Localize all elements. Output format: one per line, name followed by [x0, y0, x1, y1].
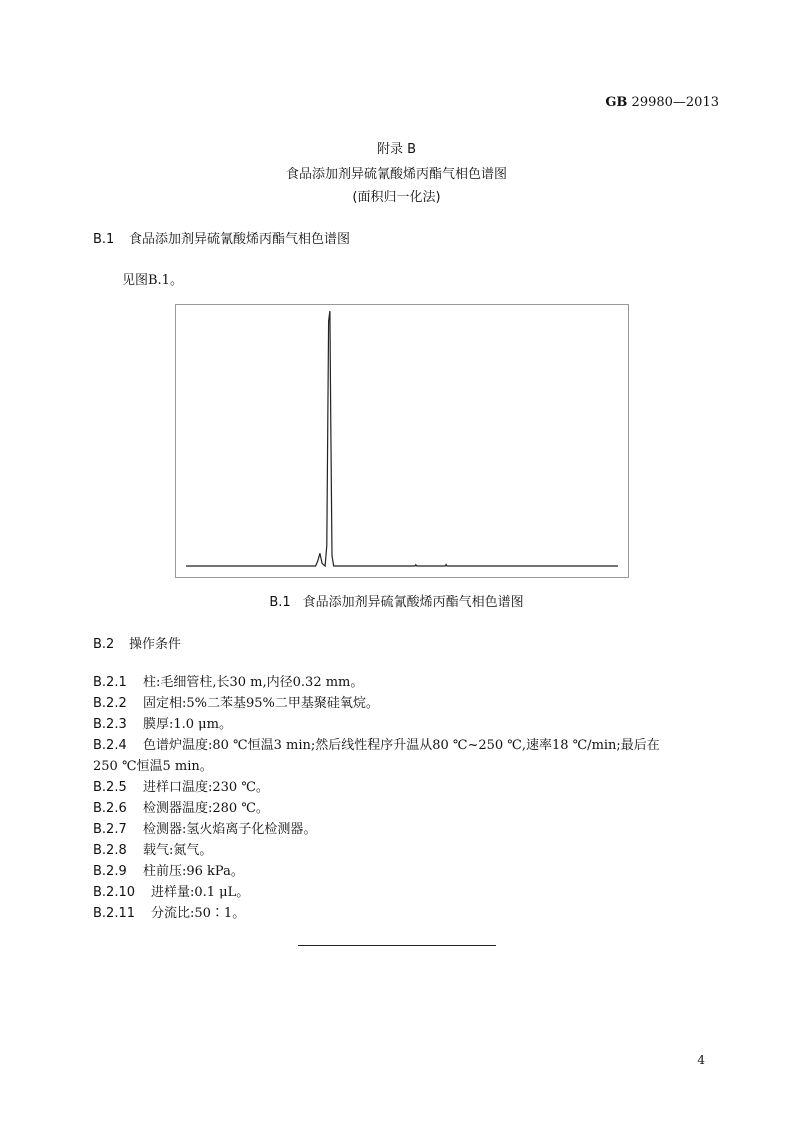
- condition-item: [93, 673, 660, 693]
- condition-text: 色谱炉温度:80 ℃恒温3 min;然后线性程序升温从80 ℃~250 ℃,速率18 ℃/min;最后在: [143, 738, 660, 753]
- end-rule: [298, 945, 496, 946]
- chromatogram-trace: [186, 311, 618, 566]
- condition-number: B.2.1: [93, 675, 127, 690]
- section-b1-body: 见图B.1。: [122, 273, 183, 288]
- section-b1-heading: [93, 228, 350, 247]
- chromatogram-svg: [176, 305, 628, 577]
- section-number: B.1: [93, 232, 115, 247]
- condition-number: B.2.4: [93, 738, 127, 753]
- condition-text: 膜厚:1.0 μm。: [143, 717, 232, 732]
- condition-item: [93, 778, 660, 798]
- appendix-title: 食品添加剂异硫氰酸烯丙酯气相色谱图: [285, 167, 507, 182]
- condition-number: B.2.2: [93, 696, 127, 711]
- section-title: 食品添加剂异硫氰酸烯丙酯气相色谱图: [129, 232, 351, 247]
- condition-text: 固定相:5%二苯基95%二甲基聚硅氧烷。: [143, 696, 379, 711]
- condition-item: [93, 904, 660, 924]
- figure-caption: [0, 591, 793, 610]
- condition-text: 柱前压:96 kPa。: [143, 864, 244, 879]
- section-title: 操作条件: [129, 637, 182, 652]
- condition-item: [93, 841, 660, 861]
- condition-number: B.2.5: [93, 780, 127, 795]
- chromatogram-figure: [175, 304, 629, 578]
- condition-text: 检测器温度:280 ℃。: [143, 801, 269, 816]
- standard-code: 29980—2013: [631, 95, 719, 110]
- condition-number: B.2.7: [93, 822, 127, 837]
- condition-item: [93, 820, 660, 840]
- condition-item: [93, 883, 660, 903]
- appendix-subtitle: (面积归一化法): [352, 190, 441, 205]
- condition-number: B.2.9: [93, 864, 127, 879]
- condition-item: [93, 694, 660, 714]
- condition-number: B.2.6: [93, 801, 127, 816]
- condition-continuation: 250 ℃恒温5 min。: [93, 759, 213, 774]
- conditions-list: [93, 673, 660, 924]
- condition-text: 分流比:50∶1。: [151, 906, 246, 921]
- condition-number: B.2.10: [93, 885, 135, 900]
- figure-caption-text: 食品添加剂异硫氰酸烯丙酯气相色谱图: [302, 595, 524, 610]
- condition-item: [93, 862, 660, 882]
- condition-number: B.2.8: [93, 843, 127, 858]
- section-b2-heading: [93, 633, 181, 652]
- appendix-label: 附录 B: [376, 142, 417, 157]
- section-number: B.2: [93, 637, 115, 652]
- condition-item: [93, 799, 660, 819]
- condition-text: 检测器:氢火焰离子化检测器。: [143, 822, 317, 837]
- condition-text: 进样口温度:230 ℃。: [143, 780, 269, 795]
- page-number: 4: [697, 1053, 705, 1067]
- standard-number: [605, 95, 719, 110]
- condition-text: 进样量:0.1 μL。: [151, 885, 250, 900]
- condition-text: 柱:毛细管柱,长30 m,内径0.32 mm。: [143, 675, 364, 690]
- standard-prefix: GB: [605, 95, 628, 110]
- condition-item: [93, 736, 660, 756]
- figure-number: B.1: [269, 595, 291, 610]
- condition-number: B.2.11: [93, 906, 135, 921]
- condition-text: 载气:氮气。: [143, 843, 213, 858]
- condition-item: [93, 715, 660, 735]
- condition-number: B.2.3: [93, 717, 127, 732]
